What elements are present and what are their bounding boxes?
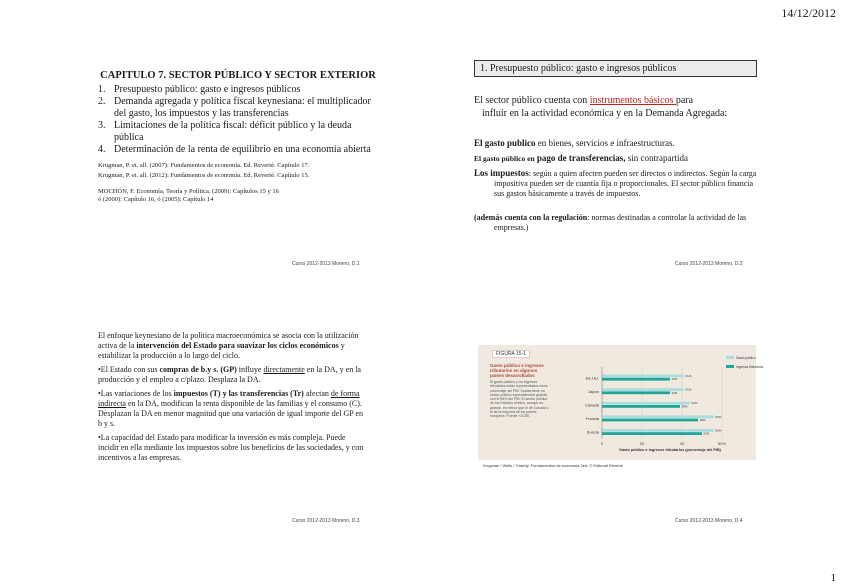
x-tick-label: 20: [639, 441, 645, 446]
slide-2: [474, 60, 757, 233]
x-tick-label: 60%: [717, 441, 727, 446]
bar-ingresos: [602, 405, 680, 408]
list-item: 3. Limitaciones de la política fiscal: déficit público y la deuda pública: [98, 120, 352, 143]
data-label: 56%: [715, 428, 722, 433]
references: [98, 162, 378, 204]
x-tick-label: 40: [679, 441, 685, 446]
reference-line: Krugman, P. et. all. (2012): Fundamentos de economía. Ed. Reverté. Capítulo 15.: [98, 172, 310, 179]
bar-ingresos: [602, 432, 702, 435]
figure-15-1: [478, 345, 764, 460]
legend-label: Ingresos tributarios: [736, 365, 764, 369]
x-axis-label: Gasto público e ingresos tributarios (porcentaje del PIB): [619, 448, 721, 452]
reference-line: ó (2000): Capítulo 16, ó (2005): Capítulo 14: [98, 196, 214, 203]
impuestos-item: Los impuestos: según a quien afecten pueden ser directos o indirectos. Según la carga impositiva pueden ser de cuantía fija o proporcionales. El sector público financia sus gastos básicamente a través de impuestos.: [474, 168, 757, 198]
slide-3: [98, 331, 368, 467]
chapter-contents-list: [98, 84, 378, 156]
category-label: Japón: [588, 388, 599, 394]
instrumentos-link[interactable]: instrumentos básicos: [589, 95, 676, 106]
legend-label: Gasto público: [736, 356, 756, 360]
header-date: 14/12/2012: [781, 6, 836, 20]
bar-ingresos: [602, 378, 670, 381]
impuestos-bullet: •Las variaciones de los impuestos (T) y las transferencias (Tr) afectan de forma indirecta en la DA, modifican la renta disponible de las familias y el consumo (C). Desplazan la DA en menor magnitud que una variación de igual importe del GP en b y s.: [98, 389, 363, 428]
slide-1-footer: Curso 2012-2013 Moreno, D.1: [292, 261, 360, 267]
category-label: Canadá: [584, 402, 599, 408]
transferencias-item: El gasto público en pago de transferencias, sin contrapartida: [474, 153, 688, 163]
slide-1: [98, 70, 378, 206]
category-label: Francia: [585, 416, 599, 422]
data-label: 44%: [691, 401, 698, 406]
category-label: EE.UU.: [585, 375, 599, 381]
slide-2-intro: El sector público cuenta con instrumentos básicos para influir en la actividad económica y en la Demanda Agregada:: [474, 95, 728, 119]
category-label: Suecia: [586, 429, 599, 435]
data-label: 41%: [685, 387, 692, 392]
legend-swatch: [726, 365, 734, 368]
figure-tag: FIGURA 15-1: [492, 350, 530, 358]
slide-1-title: CAPITULO 7. SECTOR PÚBLICO Y SECTOR EXTERIOR: [100, 70, 376, 81]
bar-gasto: [602, 402, 690, 405]
list-item: 4. Determinación de la renta de equilibrio en una economía abierta: [98, 144, 371, 155]
bar-chart: [554, 351, 764, 457]
bar-gasto: [602, 415, 714, 418]
keynesian-paragraph: El enfoque keynesiano de la política macroeconómica se asocia con la utilización activa de la intervención del Estado para suavizar los ciclos económicos y estabilizar la producción a lo largo del ciclo.: [98, 331, 359, 360]
reference-line: MOCHÓN, F. Economía, Teoría y Política. (2009): Capítulos 15 y 16: [98, 188, 279, 195]
reference-line: Krugman, P. et. all. (2007): Fundamentos de economía. Ed. Reverté. Capítulo 17.: [98, 162, 310, 169]
x-tick-label: 0: [600, 441, 604, 446]
data-label: 50%: [703, 431, 710, 436]
legend-swatch: [726, 356, 734, 359]
figure-title: Gasto público e ingresos tributarios en algunos países desarrollados: [490, 363, 544, 378]
figure-caption: El gasto público y los ingresos tributarios están representados como porcentaje del PIB. Suecia tiene un sector público especialmente grande, con el 56% del PIB. El sector público de los Estados Unidos, aunque es grande, es menor que el de Canadá o el de la mayoría de los países europeos. Fuente: OCDE.: [490, 380, 549, 419]
figure-credit: Krugman / Wells / Graddy. Fundamentos de economía 2ed. © Editorial Reverté: [483, 463, 623, 468]
bar-ingresos: [602, 391, 670, 394]
data-label: 39%: [681, 404, 688, 409]
regulacion-item: (además cuenta con la regulación: normas destinadas a controlar la actividad de las empresas.): [474, 213, 747, 232]
data-label: 41%: [685, 374, 692, 378]
slide-4-footer: Curso 2012-2013 Moreno, D.4: [675, 518, 743, 524]
slide-2-header: 1. Presupuesto público: gasto e ingresos públicos: [474, 60, 757, 77]
data-label: 34%: [671, 377, 678, 382]
gasto-publico-item: El gasto publico en bienes, servicios e infraestructuras.: [474, 138, 675, 148]
bar-gasto: [602, 429, 714, 432]
bar-ingresos: [602, 419, 698, 422]
slide-3-footer: Curso 2012-2013 Moreno, D.3: [292, 518, 360, 524]
inversion-bullet: •La capacidad del Estado para modificar la inversión es más compleja. Puede incidir en ella mediante los impuestos sobre los beneficios de las sociedades, y con incentivos a las empresas.: [98, 433, 364, 462]
data-label: 34%: [671, 390, 678, 395]
list-item: 2. Demanda agregada y política fiscal keynesiana: el multiplicador del gasto, los impuestos y las transferencias: [98, 96, 371, 119]
list-item: 1. Presupuesto público: gasto e ingresos públicos: [98, 84, 301, 95]
data-label: 48%: [699, 418, 706, 422]
data-label: 56%: [715, 414, 722, 419]
gasto-bullet: •El Estado con sus compras de b.y s. (GP) influye directamente en la DA, y en la producción y el empleo a c/plazo. Desplaza la DA.: [98, 365, 361, 384]
slide-2-footer: Curso 2012-2013 Moreno, D.2: [675, 261, 743, 267]
page-number: 1: [830, 572, 836, 584]
